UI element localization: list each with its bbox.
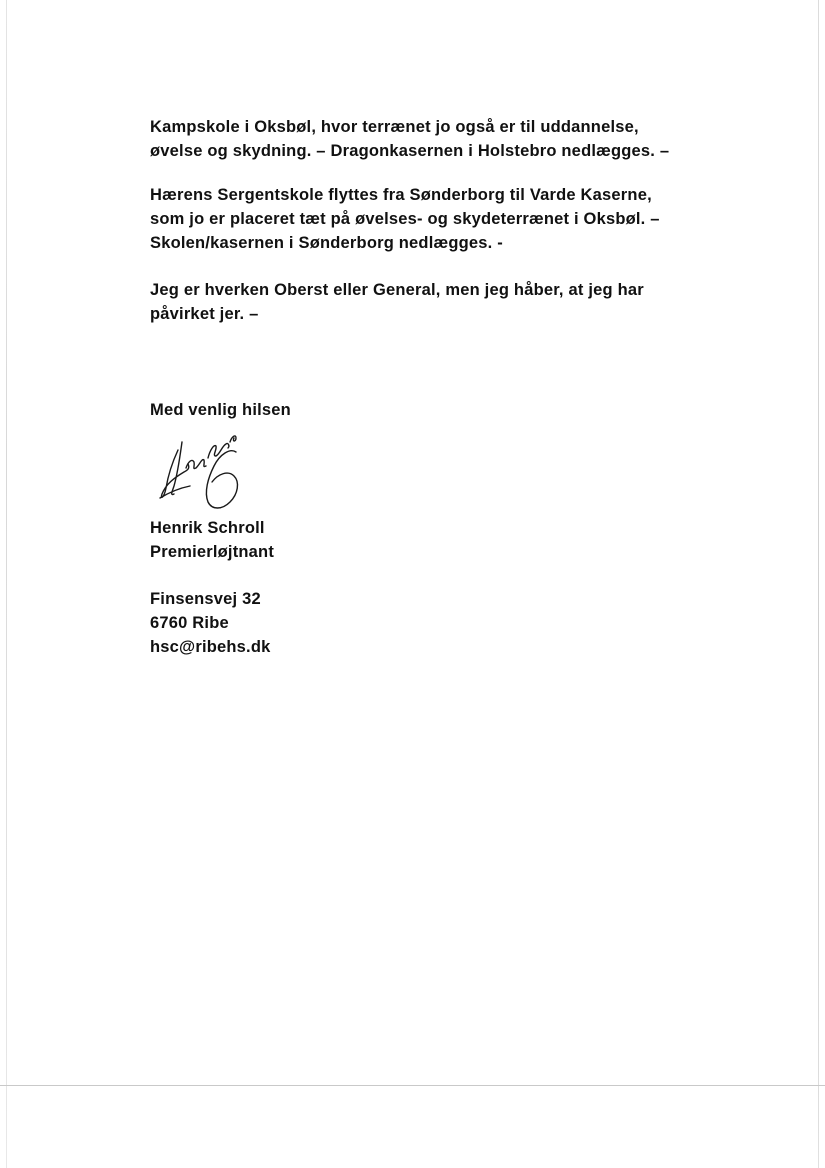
scan-edge-left — [6, 0, 7, 1168]
paragraph-line: påvirket jer. – — [150, 305, 259, 323]
paragraph-line: Skolen/kasernen i Sønderborg nedlægges. - — [150, 234, 503, 252]
paragraph-line: øvelse og skydning. – Dragonkasernen i Holstebro nedlægges. – — [150, 142, 670, 160]
body-paragraph-1 — [150, 115, 669, 163]
paragraph-line: Hærens Sergentskole flyttes fra Sønderborg til Varde Kaserne, — [150, 186, 652, 204]
scan-edge-right — [818, 0, 819, 1168]
paragraph-line: Jeg er hverken Oberst eller General, men jeg håber, at jeg har — [150, 281, 644, 299]
address-email: hsc@ribehs.dk — [150, 638, 271, 656]
paragraph-line: Kampskole i Oksbøl, hvor terrænet jo også er til uddannelse, — [150, 118, 639, 136]
paragraph-line: som jo er placeret tæt på øvelses- og skydeterrænet i Oksbøl. – — [150, 210, 660, 228]
signer-block — [150, 516, 274, 564]
scan-fold-line — [0, 1085, 825, 1086]
address-block — [150, 587, 270, 659]
closing-salutation: Med venlig hilsen — [150, 401, 291, 419]
handwritten-signature-icon — [150, 428, 260, 518]
body-paragraph-3 — [150, 278, 644, 326]
address-street: Finsensvej 32 — [150, 590, 261, 608]
signer-title: Premierløjtnant — [150, 543, 275, 561]
body-paragraph-2 — [150, 183, 660, 255]
signer-name: Henrik Schroll — [150, 519, 265, 537]
address-city: 6760 Ribe — [150, 614, 229, 632]
